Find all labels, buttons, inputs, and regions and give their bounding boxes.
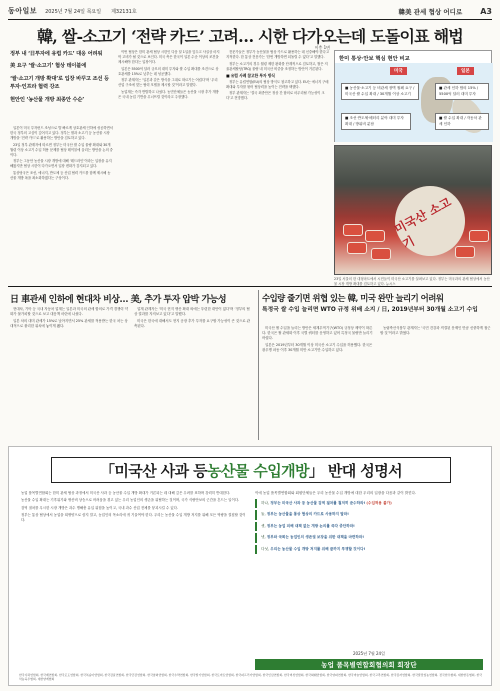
map-info-box: ■ 조선·반도체·배터리 분야 대미 투자 확대 / 방위비 분담 (341, 113, 411, 130)
demand-label: 다섯, (261, 546, 270, 551)
lead-summary (10, 50, 113, 122)
store-sign: 미국산 소고기 (383, 174, 478, 269)
demand-item (255, 510, 483, 519)
demand-text: 우리는 농산물 수입 개방 저지를 위해 끝까지 투쟁할 것이다! (270, 546, 366, 551)
paragraph: 농업계는 즉각 반발하고 나섰다. 농민단체들은 농산물 시장 추가 개방은 국내 농업 기반을 무너뜨릴 것이라고 주장했다. (118, 89, 219, 99)
meat-pack (455, 246, 475, 258)
demand-item (255, 533, 483, 542)
demand-item (255, 522, 483, 531)
paragraph: 정부는 소고기의 경우 월령 제한 완화를 단계적으로 검토하고, 쌀은 저율관세할당(TRQ) 물량 내 미국산 비중을 조정하는 방안이 거론된다. (226, 61, 328, 71)
ad-body (21, 491, 247, 651)
map-graphic (334, 50, 492, 142)
map-title: 한미 통상·안보 핵심 현안 비교 (339, 56, 410, 62)
meat-pack (365, 230, 385, 242)
article-headline-auto: 日 車관세 인하에 현대차 비상… 美, 추가 투자 압박 가능성 (10, 295, 227, 305)
ad-intro: 이에 농업 품목별연합회와 회원단체들은 우리 농산물 수입 개방에 대한 우리의 입장을 다음과 같이 밝힌다. (255, 491, 416, 495)
statement-advertisement (8, 446, 492, 686)
auto-column-1 (10, 307, 128, 440)
paragraph: 전문가들은 정부가 농산물을 협상 카드로 활용하는 데 신중해야 한다고 지적한다. 한 통상 전문가는 ‘한번 개방하면 되돌릴 수 없다’고 말했다. (226, 50, 329, 59)
meat-pack (347, 242, 367, 254)
ad-title-part: 」 반대 성명서 (308, 461, 402, 480)
demand-label: 넷, (261, 535, 266, 540)
paragraph: 통상당국은 조선, 에너지, 반도체 등 산업 협력 카드를 함께 제시해 농산물 개방 폭을 최소화하겠다는 구상이다. (10, 170, 111, 180)
demand-tag: (수입허용 불가) (366, 501, 392, 505)
paragraph: 검역 절차를 무시한 시장 개방은 과수 병해충 유입 위험을 높이고, 국내 과수 산업 전체를 붕괴시킬 수 있다. (21, 505, 178, 510)
map-info-box: ■ 쌀 수입 확대 / 자동차 관세 인하 (435, 113, 489, 130)
auto-column-2 (134, 307, 252, 440)
demand-text: 정부는 농산물을 통상 협상의 카드로 사용하지 말라! (266, 512, 349, 517)
demand-item (255, 545, 483, 554)
demand-label: 하나, (261, 501, 270, 505)
paragraph: 정부 관계자는 ‘결국 최종안은 정상 간 합의로 마무리될 가능성이 크다’고 전망했다. (226, 91, 325, 100)
paragraph: 농산물 수입 확대는 기후위기와 생산비 상승으로 어려움을 겪고 있는 우리 농업인의 생존을 위협하는 것이며, 국가 식량안보의 근간을 흔드는 일이다. (21, 498, 240, 503)
japan-tag: 일본 (457, 67, 474, 75)
photo-caption: 23일 서울의 한 대형마트에서 시민들이 미국산 소고기를 살펴보고 있다. 정부는 미국과의 관세 협상에서 농산물 시장 개방 확대를 검토하고 있다. 뉴시스 (334, 277, 490, 286)
paragraph: 일본 차의 대미 관세가 15%로 낮아지면서 25% 관세를 적용받는 한국 차는 상대적으로 불리한 위치에 놓이게 됐다. (10, 318, 128, 329)
article-headline-rice: 수입량 줄기면 위협 있는 韓, 미국 완만 늘리기 어려워 (262, 293, 444, 303)
paragraph: 현대차, 기아 등 국내 자동차 업계는 일본과 미국의 관세 합의로 가격 경쟁력 약화가 불가피할 것으로 보고 대응책 마련에 나섰다. (10, 307, 128, 317)
article-column-2 (118, 50, 221, 282)
paragraph: 일본은 2019년부터 30개월 이상 미국산 소고기 수입을 허용했다. 한국은 광우병 파동 이후 30개월 미만 소고기만 수입하고 있다. (262, 343, 373, 353)
ad-title-highlight: 농산물 수입개방 (207, 461, 309, 480)
paragraph: 농업 품목별연합회는 한미 관세 협상 과정에서 미국산 사과 등 농산물 수입 개방 확대가 거론되는 데 대해 깊은 우려를 표하며 강력히 반대한다. (21, 491, 231, 495)
lead-line: 美 요구 ‘쌀·소고기’ 협상 테이블에 (10, 63, 87, 70)
ad-demands (255, 491, 483, 651)
article-subheadline: 특정국 쌀 수입 늘리면 WTO 규정 위배 소지 / 日, 2019년부터 30개월 소고기 수입 (262, 307, 478, 313)
lead-line: 현안인 ‘농산물 개방 최종안 수순’ (10, 96, 85, 103)
demand-label: 둘, (261, 512, 266, 517)
issue-number: 제32131호 (111, 8, 137, 15)
article-column-3 (226, 50, 329, 282)
main-headline: 韓, 쌀-소고기 ‘전략 카드’ 고려… 시한 다가오는데 도돌이표 해법 (37, 27, 463, 46)
paragraph: 23일 정부 관계자에 따르면 정부는 미국산 쌀 수입 물량 확대와 30개월령 이상 소고기 수입 허용 문제를 협상 테이블에 올리는 방안을 논의 중이다. (10, 142, 113, 157)
paragraph: 이번 협상은 한미 관세 협상 시한인 다음 달 1일을 앞두고 사실상 마지막 고비가 될 것으로 보인다. 미국 측은 한국이 일본 수준 이상의 조건을 제시해야 한다는 입장이다. (118, 50, 220, 64)
masthead (8, 4, 492, 18)
column-divider (258, 290, 259, 440)
lead-line: ‘쌀·소고기 개방 확대’로 입장 바꾸고 조선 등 투자·인프라 협력 강조 (10, 75, 109, 91)
demand-text: 정부는 미국산 사과 등 농산물 검역 절차를 철저히 준수하라! (270, 501, 366, 505)
page-number: A3 (480, 6, 492, 16)
section-title: 韓美 관세 협상 어디로 (398, 7, 463, 16)
paragraph: 정부 관계자는 ‘일본과 같은 방식을 그대로 따르기는 어렵다’며 ‘우리 산업 구조에 맞는 협력 모델을 제시할 것’이라고 말했다. (118, 78, 218, 87)
byline: 이충 1면 (314, 45, 330, 50)
rice-column-2 (380, 326, 492, 440)
news-photo (334, 145, 492, 275)
paragraph: 정부는 통상 협상에서 농업을 희생양으로 삼지 말고, 농업인의 목소리에 귀 기울여야 한다. 우리는 농산물 수입 개방 저지를 위해 모든 역량을 결집할 것이다. (21, 512, 246, 523)
demand-text: 정부는 농업 피해 대책 없는 개방 논의를 즉각 중단하라! (266, 523, 355, 528)
ad-member-list: 한국사과연합회, 한국배연합회, 한국포도연합회, 한국복숭아연합회, 한국감귤연합회, 한국단감연합회, 한국참외연합회, 한국수박연합회, 한국딸기연합회, 한국토마토연합회, 한국파프리카연합회, 한국인삼연합회, 한국버섯연합회, 한국화훼연합회, 한국양파연합회, 한국마늘연합회, 한국고추연합회, 한국감자연합회, 한국쌀전업농연합회, 전국한우협회, 대한한돈협회, 한국낙농육우협회, 대한양계협회 (19, 673, 483, 681)
section-rule (8, 286, 492, 287)
paragraph: 정부는 그동안 농산물 시장 개방에 대해 ‘레드라인’이라는 입장을 유지해왔지만 협상 시한이 다가오면서 입장 변화가 감지되고 있다. (10, 159, 112, 168)
ad-signer: 농업 품목별연합회협의회 회장단 (255, 659, 483, 670)
issue-date: 2025년 7월 24일 목요일 (45, 8, 102, 15)
demand-item (255, 499, 483, 508)
meat-pack (371, 248, 391, 260)
map-info-box: ■ 관세 인하 합의 15% / 5500억 달러 대미 투자 (435, 83, 489, 100)
ad-title (51, 457, 451, 483)
paragraph: 정부는 유럽연합(EU)의 협상 방식도 참고하고 있다. EU는 에너지 구매 확대와 투자를 묶어 협상력을 높이는 전략을 택했다. (226, 79, 329, 89)
paragraph: 업계 관계자는 ‘미국 현지 생산 확대 외에는 뚜렷한 대안이 없다’며 ‘정부의 협상 결과를 지켜보고 있다’고 말했다. (134, 307, 250, 317)
ad-title-part: 「미국산 사과 등 (100, 461, 208, 480)
lead-line: 정부 내 ‘日투자에 유럽 카드’ 대응 어려워 (10, 51, 103, 57)
paragraph: 농림축산식품부 관계자는 ‘국민 건강과 직결된 문제인 만큼 신중하게 접근할 것’이라고 밝혔다. (380, 326, 491, 336)
meat-pack (469, 230, 489, 242)
demand-text: 정부와 국회는 농업인의 생존권 보장을 위한 대책을 마련하라! (266, 535, 364, 540)
newspaper-logo: 동아일보 (8, 6, 38, 15)
rice-column-1 (262, 326, 374, 440)
article-subhead: ■ 유럽 사례 참고한 투자 방식 (226, 73, 275, 78)
map-info-box: ■ 농산물·소고기 등 비관세 장벽 철폐 요구 / 미국산 쌀 수입 확대 / 30개월 이상 소고기 (341, 83, 419, 100)
meat-pack (343, 224, 363, 236)
us-tag: 미국 (390, 67, 407, 75)
paragraph: 미국산 쌀 수입을 늘리는 방안은 세계무역기구(WTO) 규정상 제약이 따른다. 한국은 쌀 관세화 이후 국별 쿼터를 운영하고 있어 특정국 물량만 늘리기 어렵다. (262, 326, 373, 341)
paragraph: 일본은 5500억 달러 규모의 대미 투자와 쌀 수입 확대를 조건으로 상호관세를 15%로 낮추는 데 성공했다. (118, 66, 219, 76)
paragraph: 일본이 미국 투자펀드 조성으로 발 빠르게 상호관세 인하에 성공하면서 한국 정부의 고심이 깊어지고 있다. 정부는 쌀과 소고기 등 농산물 시장 개방을 ‘전략 카드’로 활용하는 방안을 검토하고 있다. (10, 126, 113, 140)
article-column-1 (10, 126, 113, 282)
demand-label: 셋, (261, 523, 266, 528)
top-rule (8, 19, 492, 20)
ad-date: 2025년 7월 24일 (353, 651, 385, 656)
paragraph: 미국은 한국에 대해서도 현지 공장 추가 투자를 요구할 가능성이 큰 것으로 관측된다. (134, 318, 250, 329)
